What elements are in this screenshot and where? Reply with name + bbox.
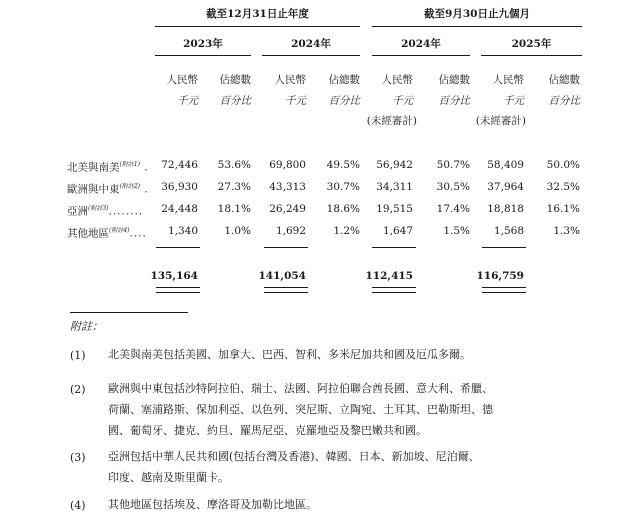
fy-group-rule	[155, 26, 360, 27]
note-number: (3)	[70, 451, 86, 464]
value-pct-2024: 30.7%	[326, 181, 360, 193]
value-pct-2025nm: 1.3%	[553, 225, 580, 237]
value-pct-2023: 18.1%	[217, 203, 251, 215]
value-pct-2025nm: 16.1%	[546, 203, 580, 215]
value-pct-2023: 1.0%	[224, 225, 251, 237]
value-rmb-2024: 1,692	[275, 225, 306, 237]
row-label: 歐洲與中東$^{(附註2)}$ .	[67, 183, 149, 196]
total-2024: 141,054	[258, 270, 306, 282]
note-number: (1)	[70, 349, 86, 362]
unaudited-2025nm: (未經審計)	[475, 115, 526, 127]
value-rmb-2023: 1,340	[167, 225, 198, 237]
note-text: 歐洲與中東包括沙特阿拉伯、瑞士、法國、阿拉伯聯合酋長國、意大利、希臘、 荷蘭、塞浦路斯、保加利亞、以色列、突尼斯、立陶宛、土耳其、巴勒斯坦、德 國、葡萄牙、捷克、約旦、羅馬尼亞、克羅地亞及黎巴嫩共和國。	[108, 382, 493, 437]
year-rule-2025-nm	[481, 55, 582, 56]
nine-month-group-rule	[372, 26, 582, 27]
col-header-rmb-2025nm: 人民幣	[492, 74, 524, 86]
unit-thousand-2023: 千元	[177, 95, 198, 107]
table-row	[0, 159, 640, 173]
value-pct-2025nm: 50.0%	[546, 159, 580, 171]
year-header-2024-nine-months: 2024年	[401, 38, 441, 50]
value-rmb-2025nm: 37,964	[487, 181, 524, 193]
note-text: 亞洲包括中華人民共和國(包括台灣及香港)、韓國、日本、新加坡、尼泊爾、 印度、越南及斯里蘭卡。	[108, 450, 480, 484]
value-rmb-2025nm: 18,818	[487, 203, 524, 215]
value-rmb-2024nm: 19,515	[376, 203, 413, 215]
value-pct-2024: 49.5%	[326, 159, 360, 171]
value-pct-2024nm: 1.5%	[443, 225, 470, 237]
total-double-rule-2025nm	[482, 287, 526, 293]
value-rmb-2023: 72,446	[161, 159, 198, 171]
year-header-2023: 2023年	[183, 38, 223, 50]
col-header-pct-2024: 佔總數	[328, 74, 360, 86]
year-header-2025-nine-months: 2025年	[511, 38, 552, 50]
value-rmb-2024nm: 34,311	[376, 181, 413, 193]
total-double-rule-2023	[156, 287, 200, 293]
value-rmb-2025nm: 58,409	[487, 159, 524, 171]
total-double-rule-2024	[264, 287, 308, 293]
value-rmb-2025nm: 1,568	[493, 225, 524, 237]
unit-pct-2023: 百分比	[219, 95, 251, 107]
row-label: 其他地區$^{(附註4)}$....	[67, 227, 147, 240]
unit-thousand-2025nm: 千元	[503, 95, 524, 107]
value-pct-2023: 53.6%	[217, 159, 251, 171]
value-rmb-2024: 69,800	[269, 159, 306, 171]
value-pct-2024nm: 17.4%	[436, 203, 470, 215]
value-pct-2024nm: 50.7%	[436, 159, 470, 171]
unit-pct-2024: 百分比	[328, 95, 360, 107]
subtotal-rule-2025nm	[482, 247, 526, 248]
year-rule-2024-nm	[372, 55, 470, 56]
note-text: 北美與南美包括美國、加拿大、巴西、智利、多米尼加共和國及厄瓜多爾。	[108, 348, 471, 361]
note-number: (2)	[70, 383, 86, 396]
col-header-rmb-2024: 人民幣	[274, 74, 306, 86]
table-row	[0, 181, 640, 195]
unit-pct-2025nm: 百分比	[548, 95, 580, 107]
unit-thousand-2024nm: 千元	[392, 95, 413, 107]
value-rmb-2024nm: 56,942	[376, 159, 413, 171]
value-rmb-2024: 26,249	[269, 203, 306, 215]
col-header-pct-2023: 佔總數	[219, 74, 251, 86]
col-header-rmb-2023: 人民幣	[166, 74, 198, 86]
row-label: 北美與南美$^{(附註1)}$ .	[67, 161, 149, 174]
value-rmb-2023: 24,448	[161, 203, 198, 215]
unit-pct-2024nm: 百分比	[438, 95, 470, 107]
table-row	[0, 225, 640, 239]
year-rule-2023	[155, 55, 251, 56]
year-rule-2024	[262, 55, 360, 56]
col-header-pct-2024nm: 佔總數	[438, 74, 470, 86]
unaudited-2024nm: (未經審計)	[366, 115, 417, 127]
notes-title: 附註：	[70, 320, 103, 333]
unit-thousand-2024: 千元	[285, 95, 306, 107]
value-pct-2024: 18.6%	[326, 203, 360, 215]
total-2023: 135,164	[150, 270, 198, 282]
value-pct-2025nm: 32.5%	[546, 181, 580, 193]
note-text: 其他地區包括埃及、摩洛哥及加勒比地區。	[108, 498, 317, 511]
total-double-rule-2024nm	[372, 287, 416, 293]
nine-month-group-header: 截至9月30日止九個月	[424, 8, 530, 20]
value-rmb-2024: 43,313	[269, 181, 306, 193]
col-header-rmb-2024nm: 人民幣	[381, 74, 413, 86]
subtotal-rule-2023	[156, 247, 200, 248]
note-number: (4)	[70, 499, 86, 512]
value-pct-2024: 1.2%	[333, 225, 360, 237]
notes-separator	[70, 312, 188, 313]
col-header-pct-2025nm: 佔總數	[548, 74, 580, 86]
year-header-2024: 2024年	[291, 38, 331, 50]
value-pct-2024nm: 30.5%	[436, 181, 470, 193]
value-rmb-2024nm: 1,647	[382, 225, 413, 237]
table-row	[0, 203, 640, 217]
value-rmb-2023: 36,930	[161, 181, 198, 193]
total-2024nm: 112,415	[365, 270, 413, 282]
row-label: 亞洲$^{(附註3)}$........	[67, 205, 144, 218]
subtotal-rule-2024nm	[372, 247, 416, 248]
subtotal-rule-2024	[264, 247, 308, 248]
total-2025nm: 116,759	[476, 270, 524, 282]
fy-group-header: 截至12月31日止年度	[206, 8, 309, 20]
value-pct-2023: 27.3%	[217, 181, 251, 193]
